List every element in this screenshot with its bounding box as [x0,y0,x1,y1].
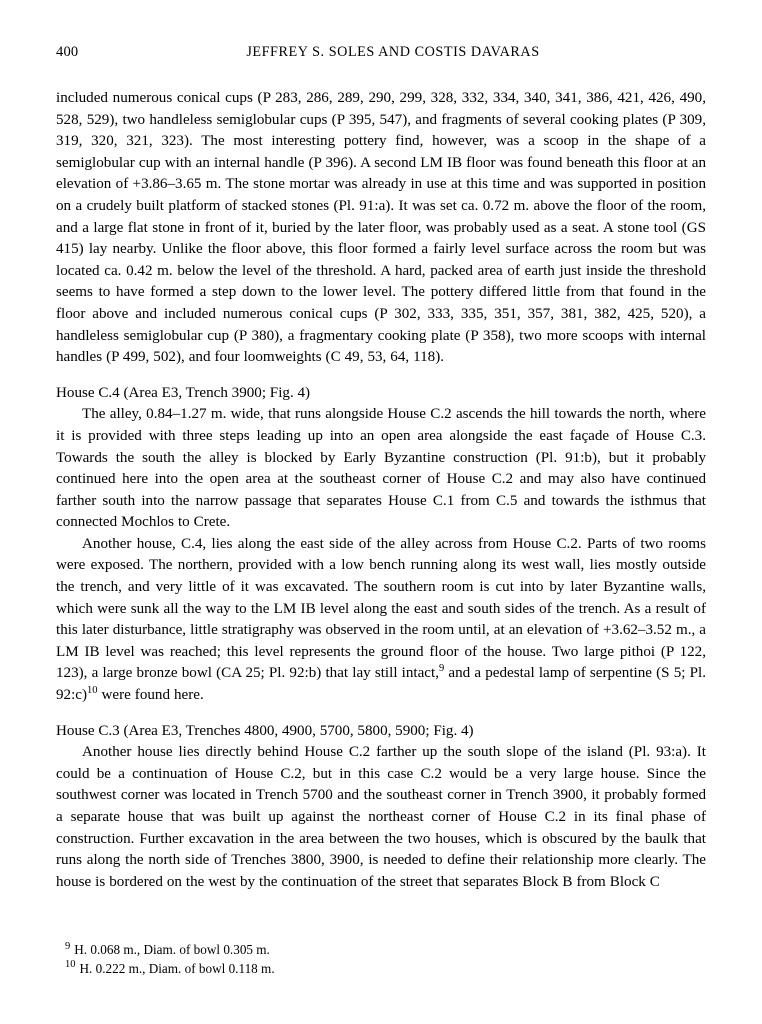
paragraph-house-c4-end: were found here. [97,687,204,704]
paragraph-house-c4-cont: and a pedestal lamp of serpentine (S 5; Pl. 92:c) [56,665,706,704]
footnotes [56,935,706,978]
footnote-9 [56,941,706,960]
paragraph-house-c4-text: Another house, C.4, lies along the east side of the alley across from House C.2. Parts of two rooms were exposed. The northern, provided with a low bench running along its west wall, lies mostly outside the trench, and very little of it was excavated. The southern room is cut into by later Byzantine walls, which were sunk all the way to the LM IB level along the east and south sides of the trench. As a result of this later disturbance, little stratigraphy was observed in the room until, at an elevation of +3.62–3.52 m., a LM IB level was reached; this level represents the ground floor of the house. Two large pithoi (P 122, 123), a large bronze bowl (CA 25; Pl. 92:b) that lay still intact, [56,535,706,682]
body-column [56,88,706,893]
running-title: JEFFREY S. SOLES AND COSTIS DAVARAS [246,44,540,60]
footnote-10 [56,960,706,979]
paragraph-house-c3: Another house lies directly behind House C.2 farther up the south slope of the island (Pl. 93:a). It could be a continuation of House C.2, but in this case C.2 would be a very large house. Since the southwest corner was located in Trench 5700 and the southeast corner in Trench 3900, it probably formed a separate house that was built up against the northeast corner of House C.2 in its final phase of construction. Further excavation in the area between the two houses, which is obscured by the baulk that runs along the north side of Trenches 3800, 3900, is needed to define their relationship more clearly. The house is bordered on the west by the continuation of the street that separates Block B from Block C [56,744,706,890]
page-header [56,44,706,62]
footnote-ref-10[interactable]: 10 [87,685,98,696]
paragraph-house-c4 [56,534,706,707]
section-heading-house-c4: House C.4 (Area E3, Trench 3900; Fig. 4) [56,384,311,401]
page-number: 400 [56,44,79,60]
paragraph-continued: included numerous conical cups (P 283, 286, 289, 290, 299, 328, 332, 334, 340, 341, 386, 421, 426, 490, 528, 529), two handleless semiglobular cups (P 395, 547), and fragments of several cooking plates (P 309, 319, 320, 321, 323). The most interesting pottery find, however, was a scoop in the shape of a semiglobular cup with an internal handle (P 396). A second LM IB floor was found beneath this floor at an elevation of +3.86–3.65 m. The stone mortar was already in use at this time and was supported in position on a crudely built platform of stacked stones (Pl. 91:a). It was set ca. 0.72 m. above the floor of the room, and a large flat stone in front of it, buried by the later floor, was probably used as a seat. A stone tool (GS 415) lay nearby. Unlike the floor above, this floor formed a fairly level surface across the room but was located ca. 0.42 m. below the level of the threshold. A hard, packed area of earth just inside the threshold seems to have formed a step down to the lower level. The pottery differed little from that found in the floor above and included numerous conical cups (P 302, 333, 335, 351, 357, 381, 382, 425, 520), a handleless semiglobular cup (P 380), a fragmentary cooking plate (P 358), two more scoops with internal handles (P 499, 502), and four loomweights (C 49, 53, 64, 118). [56,90,706,366]
footnote-9-text: H. 0.068 m., Diam. of bowl 0.305 m. [74,942,270,957]
paragraph-alley: The alley, 0.84–1.27 m. wide, that runs alongside House C.2 ascends the hill towards the north, where it is provided with three steps leading up into an open area alongside the east façade of House C.3. Towards the south the alley is blocked by Early Byzantine construction (Pl. 91:b), but it probably continued here into the open area at the southeast corner of House C.2 and may also have continued farther south into the narrow passage that separates House C.1 from C.5 and towards the isthmus that connected Mochlos to Crete. [56,406,706,531]
footnote-9-number: 9 [65,940,71,952]
footnote-10-number: 10 [65,959,76,971]
footnote-ref-9[interactable]: 9 [438,663,445,675]
section-heading-house-c3: House C.3 (Area E3, Trenches 4800, 4900, 5700, 5800, 5900; Fig. 4) [56,722,474,739]
footnote-10-text: H. 0.222 m., Diam. of bowl 0.118 m. [79,960,275,976]
